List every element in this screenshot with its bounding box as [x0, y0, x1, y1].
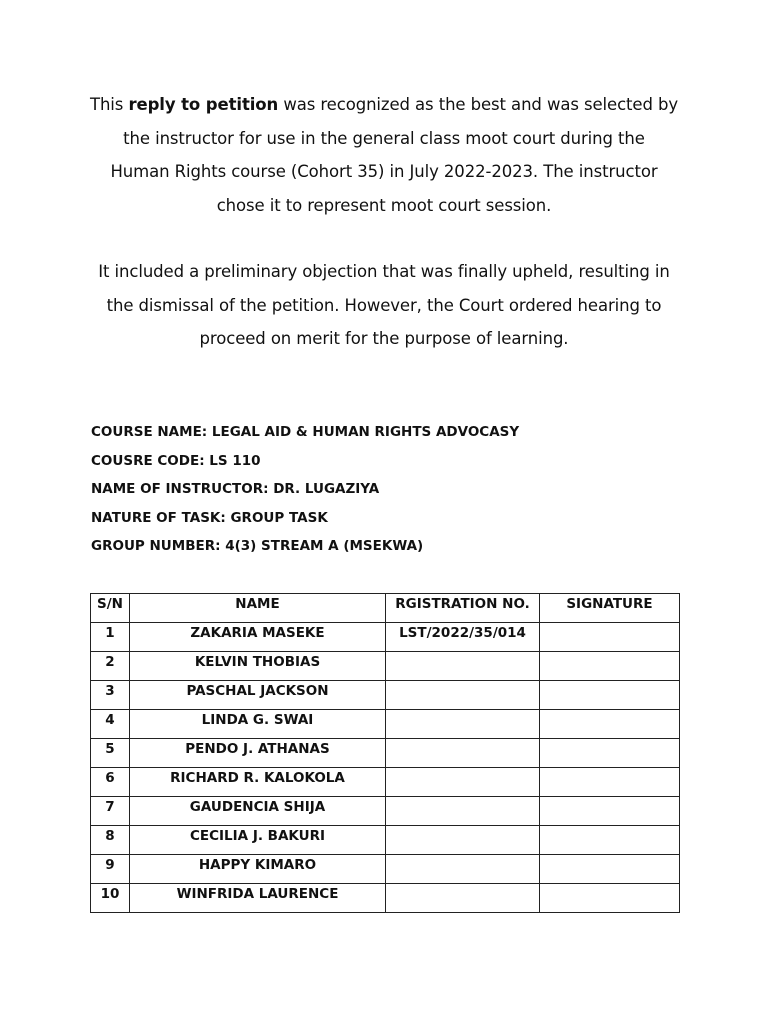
- intro-line: chose it to represent moot court session.: [216, 195, 552, 215]
- cell-signature: [540, 652, 680, 681]
- cell-signature: [540, 768, 680, 797]
- intro-bold-phrase: reply to petition: [128, 95, 279, 114]
- table-row: [91, 652, 680, 681]
- cell-signature: [540, 710, 680, 739]
- course-details: [91, 418, 691, 561]
- intro-line: the instructor for use in the general class moot court during the: [123, 128, 645, 148]
- cell-sn: 3: [91, 681, 130, 710]
- header-sn: S/N: [91, 594, 130, 623]
- cell-signature: [540, 855, 680, 884]
- task-nature-line: NATURE OF TASK: GROUP TASK: [91, 509, 328, 526]
- cell-sn: 5: [91, 739, 130, 768]
- table-row: [91, 739, 680, 768]
- cell-registration: [386, 884, 540, 913]
- intro-line-rest: was recognized as the best and was selected by: [278, 95, 679, 114]
- intro-line: It included a preliminary objection that was finally upheld, resulting in: [98, 262, 670, 281]
- cell-name: PASCHAL JACKSON: [130, 681, 386, 710]
- intro-line: [60, 88, 708, 122]
- group-members-table: [90, 593, 680, 913]
- table-row: [91, 855, 680, 884]
- cell-signature: [540, 681, 680, 710]
- cell-registration: [386, 797, 540, 826]
- cell-registration: [386, 652, 540, 681]
- table-row: [91, 768, 680, 797]
- cell-registration: [386, 855, 540, 884]
- cell-signature: [540, 884, 680, 913]
- cell-name: CECILIA J. BAKURI: [130, 826, 386, 855]
- table-row: [91, 826, 680, 855]
- table-row: [91, 797, 680, 826]
- cell-sn: 2: [91, 652, 130, 681]
- cell-sn: 4: [91, 710, 130, 739]
- table-row: [91, 681, 680, 710]
- cell-signature: [540, 623, 680, 652]
- cell-name: HAPPY KIMARO: [130, 855, 386, 884]
- cell-registration: [386, 826, 540, 855]
- cell-sn: 10: [91, 884, 130, 913]
- cell-signature: [540, 826, 680, 855]
- group-number-line: GROUP NUMBER: 4(3) STREAM A (MSEKWA): [91, 538, 424, 555]
- header-signature: SIGNATURE: [540, 594, 680, 623]
- cell-registration: [386, 710, 540, 739]
- intro-line: the dismissal of the petition. However, the Court ordered hearing to: [106, 295, 662, 315]
- cell-registration: [386, 768, 540, 797]
- cell-sn: 6: [91, 768, 130, 797]
- cell-registration: [386, 681, 540, 710]
- intro-paragraph-recognition: [60, 88, 708, 222]
- cell-name: LINDA G. SWAI: [130, 710, 386, 739]
- cell-sn: 9: [91, 855, 130, 884]
- cell-name: GAUDENCIA SHIJA: [130, 797, 386, 826]
- cell-name: PENDO J. ATHANAS: [130, 739, 386, 768]
- cell-registration: [386, 739, 540, 768]
- cell-name: WINFRIDA LAURENCE: [130, 884, 386, 913]
- cell-sn: 7: [91, 797, 130, 826]
- header-registration: RGISTRATION NO.: [386, 594, 540, 623]
- table-row: [91, 623, 680, 652]
- cell-sn: 1: [91, 623, 130, 652]
- intro-lead-text: This: [89, 95, 129, 114]
- cell-sn: 8: [91, 826, 130, 855]
- cell-name: ZAKARIA MASEKE: [130, 623, 386, 652]
- cell-signature: [540, 797, 680, 826]
- table-row: [91, 884, 680, 913]
- course-code-line: COUSRE CODE: LS 110: [91, 452, 261, 469]
- header-name: NAME: [130, 594, 386, 623]
- cell-registration: LST/2022/35/014: [386, 623, 540, 652]
- intro-line: Human Rights course (Cohort 35) in July 2022-2023. The instructor: [110, 162, 658, 181]
- instructor-line: NAME OF INSTRUCTOR: DR. LUGAZIYA: [91, 481, 380, 498]
- cell-name: RICHARD R. KALOKOLA: [130, 768, 386, 797]
- intro-paragraph-objection: [60, 255, 708, 356]
- intro-line: proceed on merit for the purpose of learning.: [199, 329, 569, 348]
- table-header-row: [91, 594, 680, 623]
- cell-name: KELVIN THOBIAS: [130, 652, 386, 681]
- course-name-line: COURSE NAME: LEGAL AID & HUMAN RIGHTS ADVOCASY: [91, 424, 520, 440]
- table-row: [91, 710, 680, 739]
- cell-signature: [540, 739, 680, 768]
